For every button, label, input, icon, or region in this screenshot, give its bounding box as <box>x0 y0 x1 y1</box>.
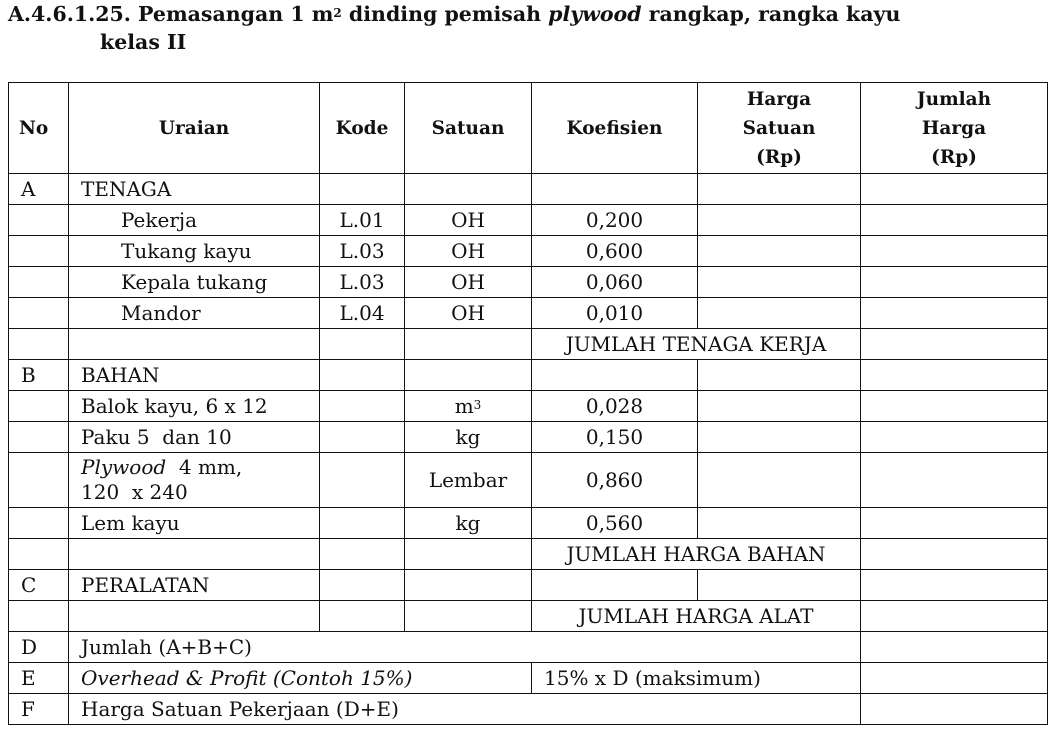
section-no: A <box>9 174 69 205</box>
title-text-mid: dinding pemisah <box>341 2 549 26</box>
section-row-peralatan <box>9 570 1048 601</box>
total-label: JUMLAH TENAGA KERJA <box>532 329 861 360</box>
price-analysis-table <box>8 82 1048 725</box>
header-koefisien: Koefisien <box>532 83 698 174</box>
total-row-bahan <box>9 539 1048 570</box>
section-no: B <box>9 360 69 391</box>
total-row-alat <box>9 601 1048 632</box>
header-no: No <box>9 83 69 174</box>
section-label: TENAGA <box>69 174 320 205</box>
title-line2: kelas II <box>100 30 187 54</box>
header-jumlah-harga: Jumlah Harga (Rp) <box>861 83 1048 174</box>
header-kode: Kode <box>320 83 405 174</box>
header-uraian: Uraian <box>69 83 320 174</box>
header-row <box>9 83 1048 174</box>
summary-row-e: E Overhead & Profit (Contoh 15%) 15% x D (maksimum) <box>9 663 1048 694</box>
total-label: JUMLAH HARGA BAHAN <box>532 539 861 570</box>
section-label: BAHAN <box>69 360 320 391</box>
total-row-tenaga <box>9 329 1048 360</box>
summary-row-f: F Harga Satuan Pekerjaan (D+E) <box>9 694 1048 725</box>
section-label: PERALATAN <box>69 570 320 601</box>
table-row: Plywood 4 mm, 120 x 240 Lembar 0,860 <box>9 453 1048 508</box>
table-row: Mandor L.04 OH 0,010 <box>9 298 1048 329</box>
header-harga-satuan: Harga Satuan (Rp) <box>698 83 861 174</box>
section-row-tenaga <box>9 174 1048 205</box>
table-row: Paku 5 dan 10 kg 0,150 <box>9 422 1048 453</box>
title-italic: plywood <box>548 2 642 26</box>
section-row-bahan <box>9 360 1048 391</box>
table-row: Lem kayu kg 0,560 <box>9 508 1048 539</box>
summary-row-d: D Jumlah (A+B+C) <box>9 632 1048 663</box>
section-no: C <box>9 570 69 601</box>
table-row: Tukang kayu L.03 OH 0,600 <box>9 236 1048 267</box>
title-text-suffix: rangkap, rangka kayu <box>641 2 901 26</box>
table-row: Kepala tukang L.03 OH 0,060 <box>9 267 1048 298</box>
table-row: Balok kayu, 6 x 12 $m^3$ 0,028 <box>9 391 1048 422</box>
page-title <box>8 0 1048 56</box>
title-text: A.4.6.1.25. Pemasangan 1 m <box>8 2 334 26</box>
total-label: JUMLAH HARGA ALAT <box>532 601 861 632</box>
table-row: Pekerja L.01 OH 0,200 <box>9 205 1048 236</box>
header-satuan: Satuan <box>405 83 532 174</box>
title-superscript: 2 <box>333 6 342 20</box>
